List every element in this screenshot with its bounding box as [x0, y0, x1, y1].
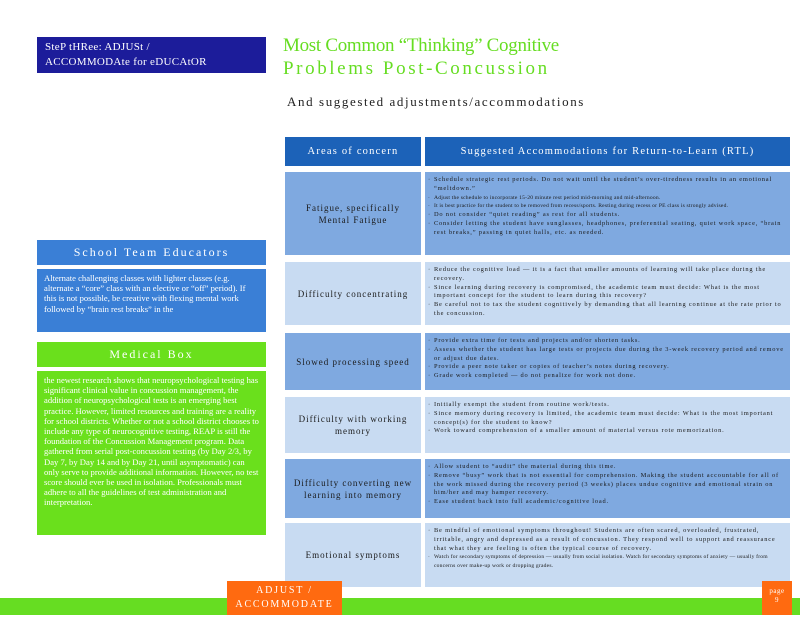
page-title-line2: Problems Post-Concussion: [283, 58, 550, 79]
accommodation-item: · Remove “busy” work that is not essential for comprehension. Making the student accountable for all of the work missed during the recovery period (3 weeks) places undue cognitive and emotional strain on him/her and may hamper recovery.: [434, 472, 785, 498]
medical-box-heading: Medical Box: [37, 342, 266, 367]
step-banner-line2: ACCOMMODAte for eDUCAtOR: [45, 56, 207, 68]
concern-cell: Difficulty with working memory: [285, 397, 421, 453]
adjust-tab-line2: ACCOMMODATE: [235, 599, 334, 610]
adjust-tab-line1: ADJUST /: [256, 585, 313, 596]
accommodations-cell: [425, 333, 790, 390]
page-label: page: [769, 587, 785, 595]
accommodation-item: · Reduce the cognitive load — it is a fact that smaller amounts of learning will take place during the recovery.: [434, 266, 785, 284]
concern-cell: Fatigue, specifically Mental Fatigue: [285, 172, 421, 255]
concern-cell: Slowed processing speed: [285, 333, 421, 390]
accommodation-item: · Provide extra time for tests and projects and/or shorten tasks.: [434, 337, 785, 346]
footer-bar: [0, 598, 800, 615]
accommodation-item: · Initially exempt the student from routine work/tests.: [434, 401, 785, 410]
accommodation-item: · Assess whether the student has large tests or projects due during the 3-week recovery period and remove or adjust due dates.: [434, 346, 785, 364]
accommodation-item: · Grade work completed — do not penalize for work not done.: [434, 372, 785, 381]
accommodation-item: · Allow student to “audit” the material during this time.: [434, 463, 785, 472]
accommodation-item: · Since learning during recovery is compromised, the academic team must decide: What is the most important concept for the student to learn during this recovery?: [434, 284, 785, 302]
column-header-concern: Areas of concern: [285, 137, 421, 166]
medical-box-body: the newest research shows that neuropsychological testing has significant clinical value in concussion management, the addition of neuropsychological tests is an emerging best practice. However, limited resources and training are a reality for school districts. Whether or not a school district chooses to include any type of neurocognitive testing, REAP is still the foundation of the Concussion Management program. Data gathered from serial post-concussion testing (by Day 2/3, by Day 7, by Day 14 and by Day 21, until asymptomatic) can only serve to provide additional information. However, no test score should ever be used in isolation. Professionals must adhere to all the guidelines of test administration and interpretation.: [37, 371, 266, 535]
column-header-accommodations: Suggested Accommodations for Return-to-Learn (RTL): [425, 137, 790, 166]
page-number-tab: [762, 581, 792, 615]
page-number: 9: [775, 596, 779, 604]
accommodations-cell: [425, 172, 790, 255]
accommodation-item: · Be careful not to tax the student cognitively by demanding that all learning continue at the rate prior to the concussion.: [434, 301, 785, 319]
accommodation-item: · Work toward comprehension of a smaller amount of material versus rote memorization.: [434, 427, 785, 436]
accommodations-cell: [425, 523, 790, 587]
school-team-heading: School Team Educators: [37, 240, 266, 265]
concern-cell: Difficulty concentrating: [285, 262, 421, 325]
accommodation-item: · Since memory during recovery is limited, the academic team must decide: What is the most important concept(s) for the student to know?: [434, 410, 785, 428]
accommodation-item: · Be mindful of emotional symptoms throughout! Students are often scared, overloaded, frustrated, irritable, angry and depressed as a result of concussion. They respond well to support and reassurance that what they are feeling is often the typical course of recovery.: [434, 527, 785, 553]
accommodation-item: · Ease student back into full academic/cognitive load.: [434, 498, 785, 507]
concern-cell: Emotional symptoms: [285, 523, 421, 587]
accommodation-item: · Schedule strategic rest periods. Do not wait until the student’s over-tiredness results in an emotional “meltdown.”: [434, 176, 785, 194]
accommodation-item: · Adjust the schedule to incorporate 15-20 minute rest period mid-morning and mid-afternoon.: [434, 194, 785, 203]
accommodations-cell: [425, 459, 790, 518]
adjust-accommodate-tab: [227, 581, 342, 615]
page-title-line1: Most Common “Thinking” Cognitive: [283, 35, 559, 56]
step-banner-line1: SteP tHRee: ADJUSt /: [45, 41, 150, 53]
accommodation-item: · Provide a peer note taker or copies of teacher’s notes during recovery.: [434, 363, 785, 372]
accommodation-item: · Do not consider “quiet reading” as rest for all students.: [434, 211, 785, 220]
accommodation-item: · Consider letting the student have sunglasses, headphones, preferential seating, quiet work space, “brain rest breaks,” passing in quiet halls, etc. as needed.: [434, 220, 785, 238]
page-subtitle: And suggested adjustments/accommodations: [287, 94, 585, 109]
accommodations-cell: [425, 262, 790, 325]
accommodation-item: · It is best practice for the student to be removed from recess/sports. Resting during recess or PE class is strongly advised.: [434, 202, 785, 211]
accommodations-cell: [425, 397, 790, 453]
school-team-body: Alternate challenging classes with lighter classes (e.g. alternate a “core” class with an elective or “off” period). If this is not possible, be creative with flexing mental work followed by “brain rest breaks” in the: [37, 269, 266, 332]
concern-cell: Difficulty converting new learning into memory: [285, 459, 421, 518]
accommodation-item: · Watch for secondary symptoms of depression — usually from social isolation. Watch for secondary symptoms of anxiety — usually from concerns over make-up work or dropping grades.: [434, 553, 785, 571]
step-three-banner: [37, 37, 266, 73]
